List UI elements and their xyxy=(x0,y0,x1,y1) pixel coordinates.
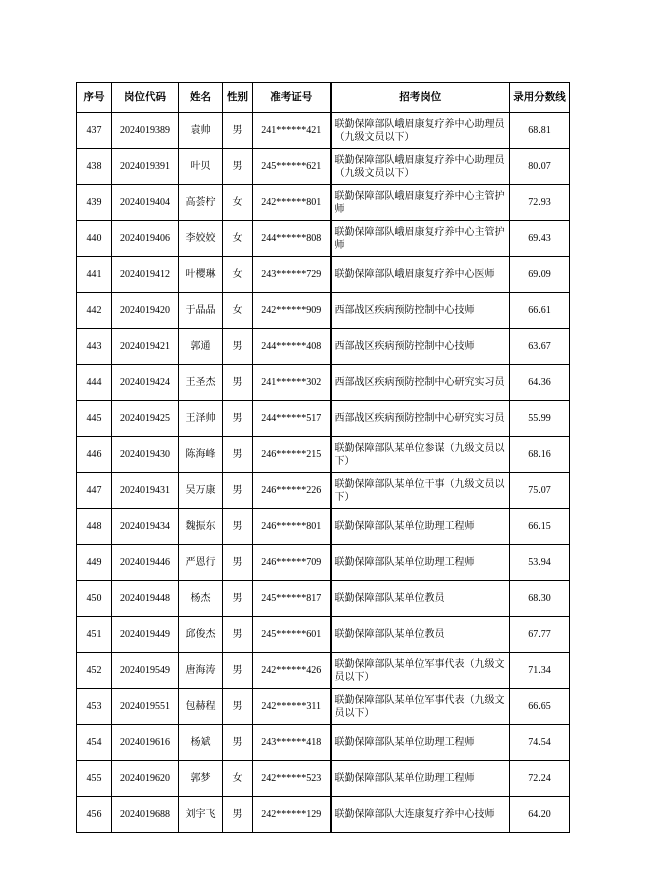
cell-score-line: 80.07 xyxy=(510,149,570,185)
cell-position-code: 2024019551 xyxy=(112,689,179,725)
table-row xyxy=(77,221,570,257)
table-row xyxy=(77,329,570,365)
cell-gender: 男 xyxy=(223,689,253,725)
table-row xyxy=(77,509,570,545)
cell-recruit-position: 联勤保障部队某单位助理工程师 xyxy=(331,761,510,797)
cell-gender: 女 xyxy=(223,221,253,257)
cell-recruit-position: 联勤保障部队某单位军事代表（九级文员以下） xyxy=(331,689,510,725)
cell-position-code: 2024019391 xyxy=(112,149,179,185)
column-header-gender: 性别 xyxy=(223,83,253,113)
table-row xyxy=(77,401,570,437)
cell-ticket-number: 243******729 xyxy=(253,257,331,293)
cell-gender: 男 xyxy=(223,653,253,689)
cell-position-code: 2024019420 xyxy=(112,293,179,329)
cell-score-line: 63.67 xyxy=(510,329,570,365)
cell-recruit-position: 西部战区疾病预防控制中心研究实习员 xyxy=(331,365,510,401)
cell-score-line: 66.61 xyxy=(510,293,570,329)
cell-recruit-position: 联勤保障部队某单位助理工程师 xyxy=(331,725,510,761)
cell-ticket-number: 242******801 xyxy=(253,185,331,221)
table-row xyxy=(77,437,570,473)
cell-gender: 男 xyxy=(223,113,253,149)
cell-name: 高荟柠 xyxy=(179,185,223,221)
cell-name: 郭通 xyxy=(179,329,223,365)
cell-gender: 男 xyxy=(223,401,253,437)
cell-ticket-number: 242******523 xyxy=(253,761,331,797)
cell-score-line: 67.77 xyxy=(510,617,570,653)
cell-score-line: 72.24 xyxy=(510,761,570,797)
cell-name: 吴万康 xyxy=(179,473,223,509)
cell-name: 袁帅 xyxy=(179,113,223,149)
column-header-position-code: 岗位代码 xyxy=(112,83,179,113)
cell-gender: 男 xyxy=(223,509,253,545)
cell-score-line: 69.43 xyxy=(510,221,570,257)
cell-ticket-number: 242******426 xyxy=(253,653,331,689)
cell-serial: 442 xyxy=(77,293,112,329)
cell-serial: 449 xyxy=(77,545,112,581)
cell-gender: 男 xyxy=(223,149,253,185)
cell-score-line: 64.20 xyxy=(510,797,570,833)
cell-gender: 男 xyxy=(223,581,253,617)
cell-position-code: 2024019404 xyxy=(112,185,179,221)
cell-serial: 454 xyxy=(77,725,112,761)
cell-recruit-position: 西部战区疾病预防控制中心研究实习员 xyxy=(331,401,510,437)
cell-recruit-position: 联勤保障部队某单位教员 xyxy=(331,617,510,653)
table-row xyxy=(77,473,570,509)
cell-gender: 女 xyxy=(223,761,253,797)
cell-gender: 男 xyxy=(223,365,253,401)
cell-serial: 443 xyxy=(77,329,112,365)
cell-gender: 男 xyxy=(223,617,253,653)
cell-serial: 451 xyxy=(77,617,112,653)
cell-position-code: 2024019430 xyxy=(112,437,179,473)
cell-serial: 452 xyxy=(77,653,112,689)
cell-score-line: 72.93 xyxy=(510,185,570,221)
cell-name: 严恩行 xyxy=(179,545,223,581)
cell-ticket-number: 241******421 xyxy=(253,113,331,149)
table-row xyxy=(77,653,570,689)
cell-name: 唐海涛 xyxy=(179,653,223,689)
cell-gender: 男 xyxy=(223,437,253,473)
table-row xyxy=(77,257,570,293)
cell-serial: 447 xyxy=(77,473,112,509)
cell-recruit-position: 联勤保障部队大连康复疗养中心技师 xyxy=(331,797,510,833)
header-row xyxy=(77,83,570,113)
cell-ticket-number: 244******408 xyxy=(253,329,331,365)
cell-recruit-position: 西部战区疾病预防控制中心技师 xyxy=(331,293,510,329)
column-header-name: 姓名 xyxy=(179,83,223,113)
column-header-ticket-number: 准考证号 xyxy=(253,83,331,113)
cell-gender: 男 xyxy=(223,473,253,509)
table-row xyxy=(77,617,570,653)
cell-name: 陈海峰 xyxy=(179,437,223,473)
cell-position-code: 2024019688 xyxy=(112,797,179,833)
cell-ticket-number: 245******817 xyxy=(253,581,331,617)
cell-position-code: 2024019425 xyxy=(112,401,179,437)
table-row xyxy=(77,365,570,401)
cell-position-code: 2024019406 xyxy=(112,221,179,257)
cell-score-line: 75.07 xyxy=(510,473,570,509)
cell-position-code: 2024019549 xyxy=(112,653,179,689)
cell-position-code: 2024019448 xyxy=(112,581,179,617)
table-body xyxy=(77,113,570,833)
cell-serial: 444 xyxy=(77,365,112,401)
cell-score-line: 68.30 xyxy=(510,581,570,617)
cell-position-code: 2024019616 xyxy=(112,725,179,761)
cell-position-code: 2024019412 xyxy=(112,257,179,293)
cell-recruit-position: 联勤保障部队峨眉康复疗养中心助理员（九级文员以下） xyxy=(331,113,510,149)
cell-recruit-position: 联勤保障部队峨眉康复疗养中心主管护师 xyxy=(331,221,510,257)
table-row xyxy=(77,689,570,725)
cell-score-line: 74.54 xyxy=(510,725,570,761)
cell-recruit-position: 联勤保障部队某单位军事代表（九级文员以下） xyxy=(331,653,510,689)
cell-serial: 455 xyxy=(77,761,112,797)
cell-score-line: 66.65 xyxy=(510,689,570,725)
cell-score-line: 68.16 xyxy=(510,437,570,473)
cell-position-code: 2024019424 xyxy=(112,365,179,401)
cell-ticket-number: 244******517 xyxy=(253,401,331,437)
cell-name: 魏振东 xyxy=(179,509,223,545)
table-row xyxy=(77,725,570,761)
table-row xyxy=(77,761,570,797)
cell-ticket-number: 242******909 xyxy=(253,293,331,329)
cell-recruit-position: 联勤保障部队某单位参谋（九级文员以下） xyxy=(331,437,510,473)
cell-ticket-number: 242******129 xyxy=(253,797,331,833)
cell-serial: 440 xyxy=(77,221,112,257)
cell-recruit-position: 联勤保障部队峨眉康复疗养中心助理员（九级文员以下） xyxy=(331,149,510,185)
cell-position-code: 2024019620 xyxy=(112,761,179,797)
cell-serial: 453 xyxy=(77,689,112,725)
cell-ticket-number: 246******215 xyxy=(253,437,331,473)
cell-name: 杨杰 xyxy=(179,581,223,617)
cell-name: 王圣杰 xyxy=(179,365,223,401)
cell-serial: 438 xyxy=(77,149,112,185)
cell-serial: 456 xyxy=(77,797,112,833)
cell-name: 郭梦 xyxy=(179,761,223,797)
cell-ticket-number: 246******709 xyxy=(253,545,331,581)
cell-name: 于晶晶 xyxy=(179,293,223,329)
cell-serial: 448 xyxy=(77,509,112,545)
cell-name: 叶樱琳 xyxy=(179,257,223,293)
cell-gender: 男 xyxy=(223,545,253,581)
cell-recruit-position: 西部战区疾病预防控制中心技师 xyxy=(331,329,510,365)
cell-score-line: 53.94 xyxy=(510,545,570,581)
cell-name: 包赫程 xyxy=(179,689,223,725)
cell-ticket-number: 246******226 xyxy=(253,473,331,509)
table-row xyxy=(77,185,570,221)
cell-score-line: 68.81 xyxy=(510,113,570,149)
cell-ticket-number: 246******801 xyxy=(253,509,331,545)
cell-serial: 437 xyxy=(77,113,112,149)
cell-position-code: 2024019431 xyxy=(112,473,179,509)
cell-position-code: 2024019449 xyxy=(112,617,179,653)
cell-position-code: 2024019389 xyxy=(112,113,179,149)
cell-score-line: 71.34 xyxy=(510,653,570,689)
cell-gender: 男 xyxy=(223,797,253,833)
cell-recruit-position: 联勤保障部队峨眉康复疗养中心主管护师 xyxy=(331,185,510,221)
cell-ticket-number: 241******302 xyxy=(253,365,331,401)
cell-gender: 女 xyxy=(223,185,253,221)
cell-ticket-number: 242******311 xyxy=(253,689,331,725)
cell-serial: 441 xyxy=(77,257,112,293)
cell-recruit-position: 联勤保障部队某单位助理工程师 xyxy=(331,545,510,581)
recruitment-score-table xyxy=(76,82,570,833)
table-row xyxy=(77,545,570,581)
cell-ticket-number: 245******621 xyxy=(253,149,331,185)
column-header-score-line: 录用分数线 xyxy=(510,83,570,113)
cell-ticket-number: 243******418 xyxy=(253,725,331,761)
table-row xyxy=(77,581,570,617)
cell-serial: 439 xyxy=(77,185,112,221)
cell-gender: 女 xyxy=(223,293,253,329)
cell-score-line: 66.15 xyxy=(510,509,570,545)
cell-name: 杨斌 xyxy=(179,725,223,761)
cell-ticket-number: 244******808 xyxy=(253,221,331,257)
table-row xyxy=(77,797,570,833)
cell-score-line: 55.99 xyxy=(510,401,570,437)
cell-serial: 450 xyxy=(77,581,112,617)
cell-gender: 男 xyxy=(223,329,253,365)
cell-recruit-position: 联勤保障部队某单位教员 xyxy=(331,581,510,617)
cell-score-line: 64.36 xyxy=(510,365,570,401)
cell-ticket-number: 245******601 xyxy=(253,617,331,653)
column-header-recruit-position: 招考岗位 xyxy=(331,83,510,113)
cell-recruit-position: 联勤保障部队某单位干事（九级文员以下） xyxy=(331,473,510,509)
cell-position-code: 2024019434 xyxy=(112,509,179,545)
cell-recruit-position: 联勤保障部队峨眉康复疗养中心医师 xyxy=(331,257,510,293)
cell-name: 李姣姣 xyxy=(179,221,223,257)
cell-name: 刘宇飞 xyxy=(179,797,223,833)
cell-position-code: 2024019446 xyxy=(112,545,179,581)
cell-name: 王泽帅 xyxy=(179,401,223,437)
cell-name: 叶贝 xyxy=(179,149,223,185)
cell-position-code: 2024019421 xyxy=(112,329,179,365)
table-row xyxy=(77,149,570,185)
cell-gender: 女 xyxy=(223,257,253,293)
table-row xyxy=(77,113,570,149)
column-header-serial: 序号 xyxy=(77,83,112,113)
cell-recruit-position: 联勤保障部队某单位助理工程师 xyxy=(331,509,510,545)
cell-score-line: 69.09 xyxy=(510,257,570,293)
cell-name: 邱俊杰 xyxy=(179,617,223,653)
cell-gender: 男 xyxy=(223,725,253,761)
cell-serial: 445 xyxy=(77,401,112,437)
table-row xyxy=(77,293,570,329)
cell-serial: 446 xyxy=(77,437,112,473)
